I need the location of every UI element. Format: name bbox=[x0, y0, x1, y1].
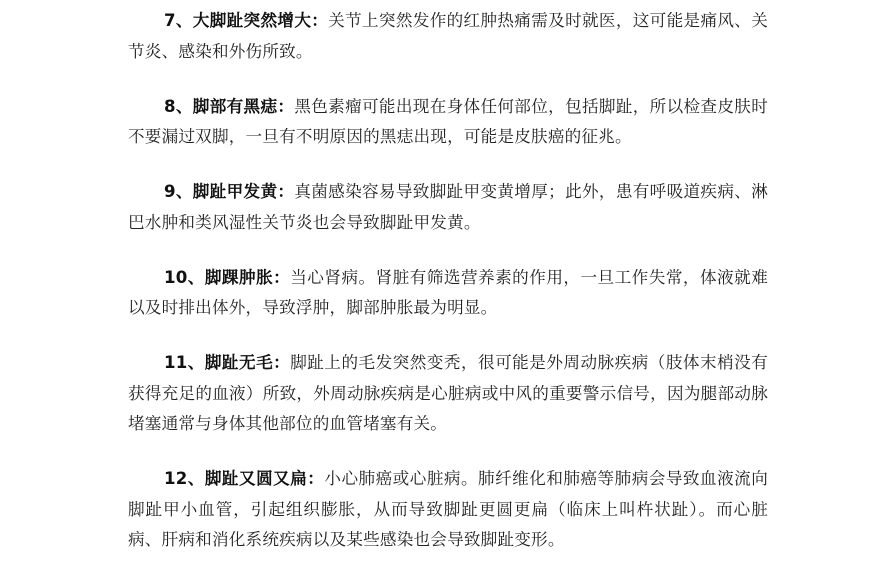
paragraph-text: 关节上突然发作的红肿热痛需及时就医，这可能是痛风、关节炎、感染和外伤所致。 bbox=[128, 11, 768, 61]
paragraph-text: 真菌感染容易导致脚趾甲变黄增厚；此外，患有呼吸道疾病、淋巴水肿和类风湿性关节炎也会导致脚趾甲发黄。 bbox=[128, 182, 768, 232]
paragraph-heading: 12、脚趾又圆又扁： bbox=[164, 469, 325, 488]
paragraph-7 bbox=[128, 0, 768, 67]
paragraph-text: 脚趾上的毛发突然变秃，很可能是外周动脉疾病（肢体末梢没有获得充足的血液）所致，外周动脉疾病是心脏病或中风的重要警示信号，因为腿部动脉堵塞通常与身体其他部位的血管堵塞有关。 bbox=[128, 353, 768, 433]
paragraph-10 bbox=[128, 263, 768, 324]
paragraph-text: 当心肾病。肾脏有筛选营养素的作用，一旦工作失常，体液就难以及时排出体外，导致浮肿，脚部肿胀最为明显。 bbox=[128, 267, 768, 317]
paragraph-12 bbox=[128, 464, 768, 556]
article-body bbox=[128, 0, 768, 556]
paragraph-9 bbox=[128, 177, 768, 238]
paragraph-text: 小心肺癌或心脏病。肺纤维化和肺癌等肺病会导致血液流向脚趾甲小血管，引起组织膨胀，从而导致脚趾更圆更扁（临床上叫杵状趾）。而心脏病、肝病和消化系统疾病以及某些感染也会导致脚趾变形。 bbox=[128, 469, 769, 549]
paragraph-heading: 11、脚趾无毛： bbox=[164, 353, 291, 372]
paragraph-heading: 8、脚部有黑痣： bbox=[164, 96, 295, 116]
paragraph-8 bbox=[128, 92, 768, 153]
paragraph-text: 黑色素瘤可能出现在身体任何部位，包括脚趾，所以检查皮肤时不要漏过双脚，一旦有不明原因的黑痣出现，可能是皮肤癌的征兆。 bbox=[128, 96, 768, 146]
paragraph-heading: 10、脚踝肿胀： bbox=[164, 267, 291, 287]
paragraph-heading: 7、大脚趾突然增大： bbox=[164, 11, 329, 30]
paragraph-11 bbox=[128, 348, 768, 440]
paragraph-heading: 9、脚趾甲发黄： bbox=[164, 182, 295, 201]
